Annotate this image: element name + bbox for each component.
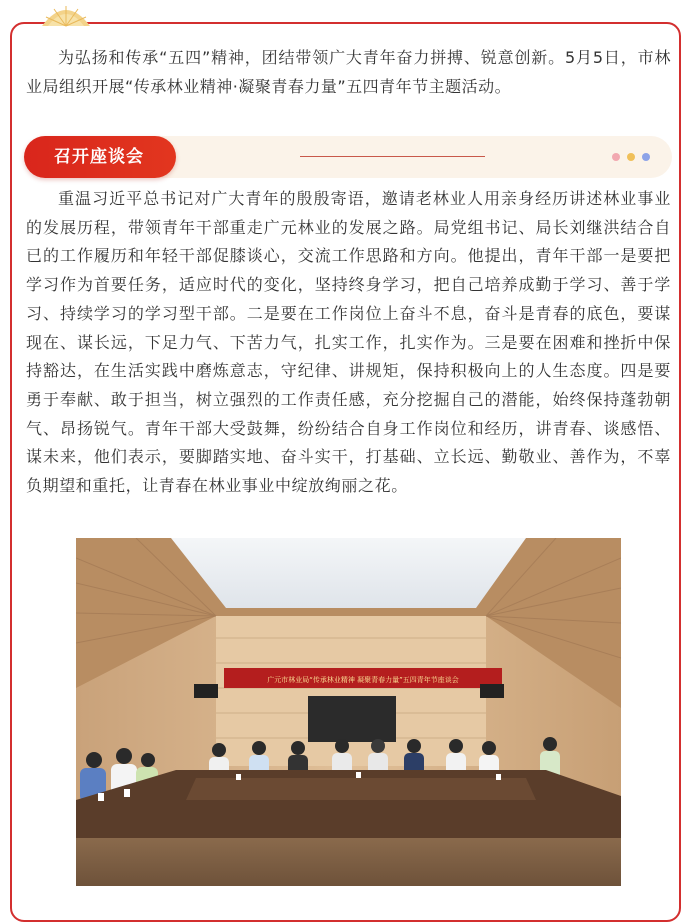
section-divider-line <box>300 156 485 157</box>
section-tab <box>24 136 176 178</box>
blue-dot-icon <box>642 153 650 161</box>
banner-text: 广元市林业局“传承林业精神 凝聚青春力量”五四青年节座谈会 <box>267 676 459 684</box>
body-paragraph: 重温习近平总书记对广大青年的殷殷寄语，邀请老林业人用亲身经历讲述林业事业的发展历程，带领青年干部重走广元林业的发展之路。局党组书记、局长刘继洪结合自已的工作履历和年轻干部促膝谈心，交流工作思路和方向。他提出，青年干部一是要把学习作为首要任务，适应时代的变化，坚持终身学习，把自己培养成勤于学习、善于学习、持续学习的学习型干部。二是要在工作岗位上奋斗不息，奋斗是青春的底色，要谋现在、谋长远，下足力气、下苦力气，扎实工作，扎实作为。三是要在困难和挫折中保持豁达，在生活实践中磨炼意志，守纪律、讲规矩，保持积极向上的人生态度。四是要勇于奉献、敢于担当，树立强烈的工作责任感，充分挖掘自己的潜能，始终保持蓬勃朝气、昂扬锐气。青年干部大受鼓舞，纷纷结合自身工作岗位和经历，讲青春、谈感悟、谋未来，他们表示，要脚踏实地、奋斗实干，打基础、立长远、勤敬业、善作为，不辜负期望和重托，让青春在林业事业中绽放绚丽之花。 <box>26 189 671 496</box>
section-title: 召开座谈会 <box>54 147 144 167</box>
meeting-photo <box>76 538 621 886</box>
section-header <box>24 136 672 178</box>
pink-dot-icon <box>612 153 620 161</box>
intro-paragraph: 为弘扬和传承“五四”精神，团结带领广大青年奋力拼搏、锐意创新。5月5日，市林业局组织开展“传承林业精神·凝聚青春力量”五四青年节主题活动。 <box>26 48 671 96</box>
golden-fan-ornament-icon <box>38 0 94 28</box>
yellow-dot-icon <box>627 153 635 161</box>
